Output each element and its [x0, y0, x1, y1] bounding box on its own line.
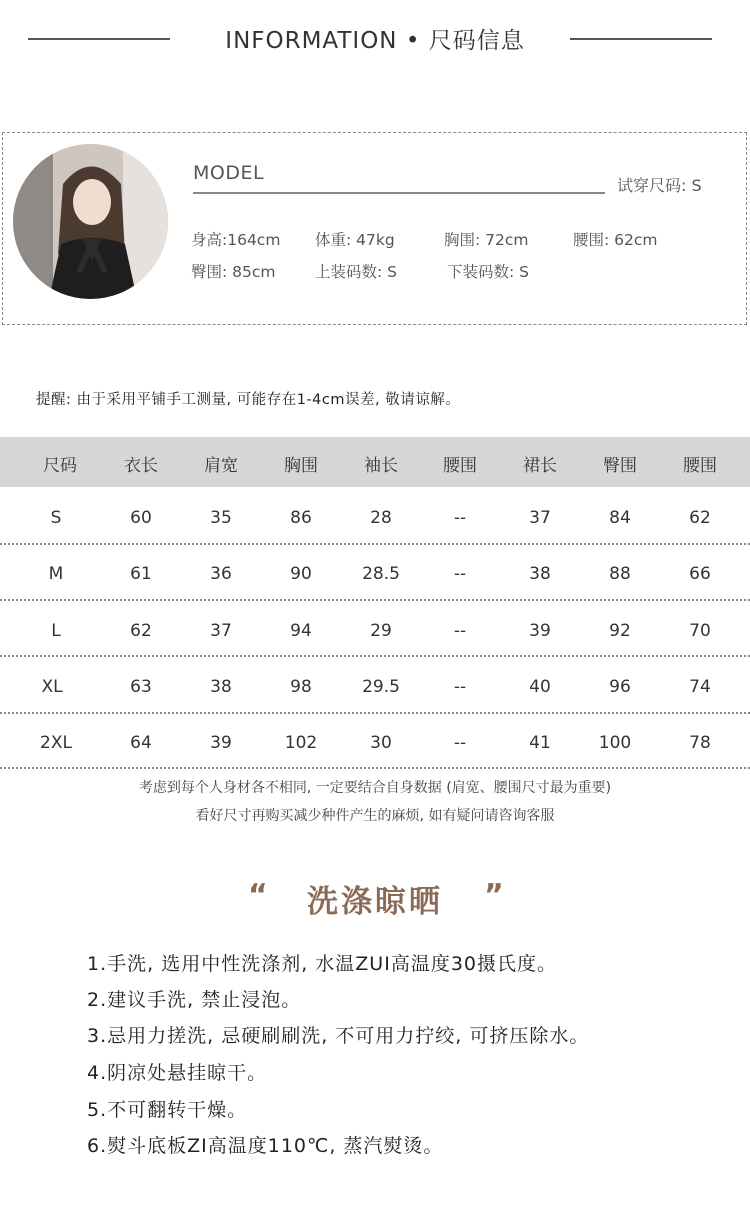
table-cell: 39 [529, 621, 551, 641]
wash-instruction: 5.不可翻转干燥。 [87, 1099, 248, 1121]
table-cell: -- [453, 508, 467, 528]
open-quote-mark: “ [248, 878, 268, 913]
header-rule-right [570, 38, 712, 40]
table-cell: 86 [290, 508, 312, 528]
table-cell: 102 [284, 733, 318, 753]
try-size: 试穿尺码: S [617, 176, 702, 195]
table-cell: 2XL [40, 733, 72, 753]
table-cell: 70 [689, 621, 711, 641]
row-divider [0, 712, 750, 714]
header-cell: 肩宽 [204, 456, 238, 476]
table-cell: 37 [210, 621, 232, 641]
stat-top-size: 上装码数: S [315, 263, 397, 281]
stat-bust: 胸围: 72cm [444, 231, 529, 249]
header-cell: 袖长 [364, 456, 398, 476]
washing-title: 洗涤晾晒 [307, 884, 443, 920]
table-cell: 88 [609, 564, 631, 584]
table-cell: 29 [370, 621, 392, 641]
table-cell: 28.5 [362, 564, 400, 584]
stat-waist: 腰围: 62cm [573, 231, 658, 249]
table-cell: M [48, 564, 64, 584]
wash-instruction: 4.阴凉处悬挂晾干。 [87, 1062, 268, 1084]
stat-bottom-size: 下装码数: S [447, 263, 529, 281]
size-table-header [0, 437, 750, 487]
header-cell: 腰围 [443, 456, 477, 476]
measurement-reminder: 提醒: 由于采用平铺手工测量, 可能存在1-4cm误差, 敬请谅解。 [36, 392, 461, 408]
header-cell: 臀围 [603, 456, 637, 476]
stat-hip: 臀围: 85cm [191, 263, 276, 281]
table-cell: 40 [529, 677, 551, 697]
table-cell: 74 [689, 677, 711, 697]
table-cell: 64 [130, 733, 152, 753]
table-cell: 29.5 [362, 677, 400, 697]
table-cell: 39 [210, 733, 232, 753]
table-cell: -- [453, 564, 467, 584]
model-underline [193, 192, 605, 194]
table-cell: 35 [210, 508, 232, 528]
header-cell: 尺码 [43, 456, 77, 476]
stat-height: 身高:164cm [191, 231, 281, 249]
table-cell: 84 [609, 508, 631, 528]
table-cell: XL [41, 677, 63, 697]
table-cell: 62 [130, 621, 152, 641]
table-cell: 90 [290, 564, 312, 584]
fit-note-line-1: 考虑到每个人身材各不相同, 一定要结合自身数据 (肩宽、腰围尺寸最为重要) [138, 780, 612, 796]
table-cell: 30 [370, 733, 392, 753]
row-divider [0, 655, 750, 657]
table-cell: 36 [210, 564, 232, 584]
table-cell: 100 [598, 733, 632, 753]
table-cell: S [50, 508, 62, 528]
wash-instruction: 2.建议手洗, 禁止浸泡。 [87, 989, 302, 1011]
wash-instruction: 3.忌用力搓洗, 忌硬刷刷洗, 不可用力拧绞, 可挤压除水。 [87, 1025, 590, 1047]
page-title: INFORMATION • 尺码信息 [225, 28, 525, 54]
table-cell: 98 [290, 677, 312, 697]
header-cell: 裙长 [523, 456, 557, 476]
stat-weight: 体重: 47kg [315, 231, 395, 249]
row-divider [0, 543, 750, 545]
table-cell: 60 [130, 508, 152, 528]
table-cell: 92 [609, 621, 631, 641]
fit-note-line-2: 看好尺寸再购买减少种件产生的麻烦, 如有疑问请咨询客服 [195, 808, 555, 824]
table-cell: L [51, 621, 61, 641]
table-cell: -- [453, 733, 467, 753]
table-cell: 37 [529, 508, 551, 528]
table-cell: -- [453, 621, 467, 641]
header-cell: 胸围 [284, 456, 318, 476]
table-cell: 66 [689, 564, 711, 584]
row-divider [0, 767, 750, 769]
model-avatar [13, 144, 168, 299]
wash-instruction: 6.熨斗底板ZI高温度110℃, 蒸汽熨烫。 [87, 1135, 444, 1157]
table-cell: -- [453, 677, 467, 697]
table-cell: 94 [290, 621, 312, 641]
table-cell: 62 [689, 508, 711, 528]
table-cell: 41 [529, 733, 551, 753]
table-cell: 28 [370, 508, 392, 528]
table-cell: 38 [210, 677, 232, 697]
table-cell: 61 [130, 564, 152, 584]
model-photo-illustration [13, 144, 168, 299]
table-cell: 96 [609, 677, 631, 697]
header-cell: 腰围 [683, 456, 717, 476]
model-label: MODEL [193, 162, 265, 184]
table-cell: 78 [689, 733, 711, 753]
header-cell: 衣长 [124, 456, 158, 476]
table-cell: 63 [130, 677, 152, 697]
wash-instruction: 1.手洗, 选用中性洗涤剂, 水温ZUI高温度30摄氏度。 [87, 953, 557, 975]
table-cell: 38 [529, 564, 551, 584]
row-divider [0, 599, 750, 601]
close-quote-mark: ” [484, 878, 504, 913]
